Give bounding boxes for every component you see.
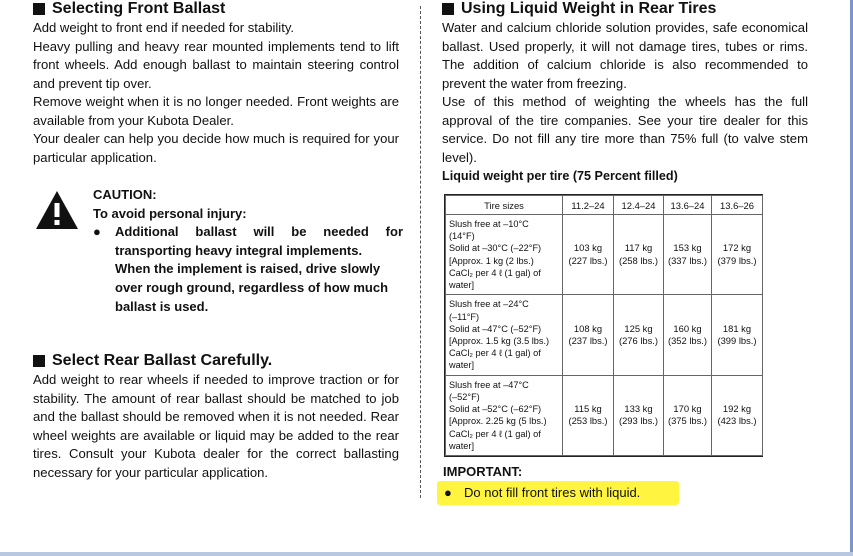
table-header-row [446, 196, 763, 215]
desc-line: (14°F) [449, 231, 475, 242]
caution-title: CAUTION: [93, 187, 157, 202]
desc-line: Slush free at –47°C [449, 379, 529, 390]
bullet-dot-icon: ● [444, 485, 452, 500]
caution-bullet-text: Additional ballast will be needed for transporting heavy integral implements. [115, 224, 403, 258]
value-cell [712, 295, 763, 375]
kg-value: 170 kg [673, 402, 702, 414]
row-description-cell [446, 215, 563, 295]
lbs-value: (293 lbs.) [618, 415, 659, 427]
liquid-weight-section [442, 0, 808, 183]
kg-value: 108 kg [573, 322, 603, 334]
window-border-bottom [0, 552, 853, 556]
kg-value: 172 kg [722, 242, 752, 254]
desc-line: water] [449, 280, 475, 291]
caution-bullet-text-2: When the implement is raised, drive slowly over rough ground, regardless of how much ballast is used. [115, 261, 389, 314]
desc-line: CaCl₂ per 4 ℓ (1 gal) of [449, 348, 541, 359]
caution-box [93, 186, 403, 316]
liquid-paragraph-1: Water and calcium chloride solution provides, safe economical ballast. Used properly, it will not damage tires, tubes or rims. The addition of calcium chloride is also recommended to prevent the water from freezing. [442, 20, 808, 91]
front-paragraph-3: Remove weight when it is no longer needed. Front weights are available from your Kubota Dealer. [33, 94, 399, 128]
kg-value: 133 kg [624, 402, 653, 414]
desc-line: Slush free at –24°C [449, 299, 529, 310]
value-cell [614, 215, 664, 295]
header-cell: Tire sizes [446, 196, 563, 215]
front-ballast-section [33, 0, 399, 167]
liquid-weight-heading [442, 0, 808, 18]
front-ballast-heading [33, 0, 399, 18]
liquid-paragraph-2: Use of this method of weighting the wheels has the full approval of the tire companies. See your tire dealer for this service. Do not fill any tire more than 75% full (to valve stem level). [442, 94, 808, 165]
desc-line: [Approx. 1 kg (2 lbs.) [449, 255, 534, 266]
important-bullet [444, 485, 640, 500]
kg-value: 103 kg [573, 242, 603, 254]
liquid-weight-table [444, 194, 763, 457]
square-bullet-icon [33, 355, 45, 367]
important-bullet-text: Do not fill front tires with liquid. [464, 485, 641, 500]
lbs-value: (379 lbs.) [717, 254, 757, 266]
desc-line: water] [449, 440, 475, 451]
square-bullet-icon [33, 3, 45, 15]
value-cell [614, 375, 664, 455]
front-ballast-heading-text: Selecting Front Ballast [52, 0, 226, 17]
row-description-cell [446, 375, 563, 455]
rear-paragraph: Add weight to rear wheels if needed to improve traction or for stability. The amount of rear ballast should be matched to job and the ballast should be removed when it is not needed. Rear wheel weights are available or liquid may be added to the rear tires. Consult your Kubota dealer for the correct ballasting necessary for your particular application. [33, 372, 399, 480]
desc-line: [Approx. 2.25 kg (5 lbs.) [449, 416, 547, 427]
important-title: IMPORTANT: [443, 464, 523, 479]
kg-value: 181 kg [722, 322, 752, 334]
value-cell [712, 375, 763, 455]
value-cell [712, 215, 763, 295]
liquid-weight-table-grid [445, 195, 763, 456]
desc-line: Solid at –30°C (–22°F) [449, 243, 542, 254]
value-cell [664, 375, 712, 455]
kg-value: 117 kg [624, 242, 653, 254]
value-cell [664, 215, 712, 295]
desc-line: Slush free at –10°C [449, 219, 529, 230]
header-cell: 13.6–26 [712, 196, 763, 215]
value-cell [664, 295, 712, 375]
value-cell [614, 295, 664, 375]
front-paragraph-4: Your dealer can help you decide how much is required for your particular application. [33, 131, 399, 165]
desc-line: [Approx. 1.5 kg (3.5 lbs.) [449, 335, 550, 346]
desc-line: CaCl₂ per 4 ℓ (1 gal) of [449, 428, 541, 439]
header-cell: 12.4–24 [614, 196, 664, 215]
header-cell: 13.6–24 [664, 196, 712, 215]
rear-ballast-heading-text: Select Rear Ballast Carefully. [52, 352, 273, 369]
lbs-value: (237 lbs.) [568, 334, 608, 346]
desc-line: (–11°F) [449, 311, 480, 322]
liquid-weight-heading-text: Using Liquid Weight in Rear Tires [461, 0, 717, 17]
lbs-value: (253 lbs.) [568, 415, 608, 427]
rear-ballast-section [33, 352, 399, 482]
table-row [446, 375, 763, 455]
kg-value: 192 kg [722, 402, 752, 414]
value-cell [563, 295, 614, 375]
kg-value: 160 kg [673, 322, 702, 334]
value-cell [563, 215, 614, 295]
square-bullet-icon [442, 3, 454, 15]
lbs-value: (352 lbs.) [667, 334, 708, 346]
lbs-value: (399 lbs.) [717, 334, 757, 346]
value-cell [563, 375, 614, 455]
rear-ballast-heading [33, 352, 399, 370]
kg-value: 153 kg [673, 242, 702, 254]
desc-line: CaCl₂ per 4 ℓ (1 gal) of [449, 267, 541, 278]
kg-value: 125 kg [624, 322, 653, 334]
lbs-value: (337 lbs.) [667, 254, 708, 266]
lbs-value: (227 lbs.) [568, 254, 608, 266]
row-description-cell [446, 295, 563, 375]
front-paragraph-2: Heavy pulling and heavy rear mounted implements tend to lift front wheels. Add enough ballast to maintain steering control and prevent tip over. [33, 38, 399, 91]
lbs-value: (375 lbs.) [667, 415, 708, 427]
caution-subtitle: To avoid personal injury: [93, 205, 247, 221]
kg-value: 115 kg [574, 402, 602, 414]
caution-bullet [93, 223, 403, 260]
warning-triangle-icon [34, 189, 80, 231]
lbs-value: (276 lbs.) [618, 334, 659, 346]
bullet-dot-icon: ● [93, 224, 101, 240]
table-title: Liquid weight per tire (75 Percent filled) [442, 169, 678, 183]
header-cell: 11.2–24 [563, 196, 614, 215]
lbs-value: (423 lbs.) [717, 415, 757, 427]
table-row [446, 215, 763, 295]
table-row [446, 295, 763, 375]
desc-line: water] [449, 360, 475, 371]
desc-line: Solid at –52°C (–62°F) [449, 404, 542, 415]
desc-line: (–52°F) [449, 391, 480, 402]
desc-line: Solid at –47°C (–52°F) [449, 323, 542, 334]
front-paragraph-1: Add weight to front end if needed for stability. [33, 20, 295, 35]
lbs-value: (258 lbs.) [618, 254, 659, 266]
column-divider [420, 6, 421, 498]
